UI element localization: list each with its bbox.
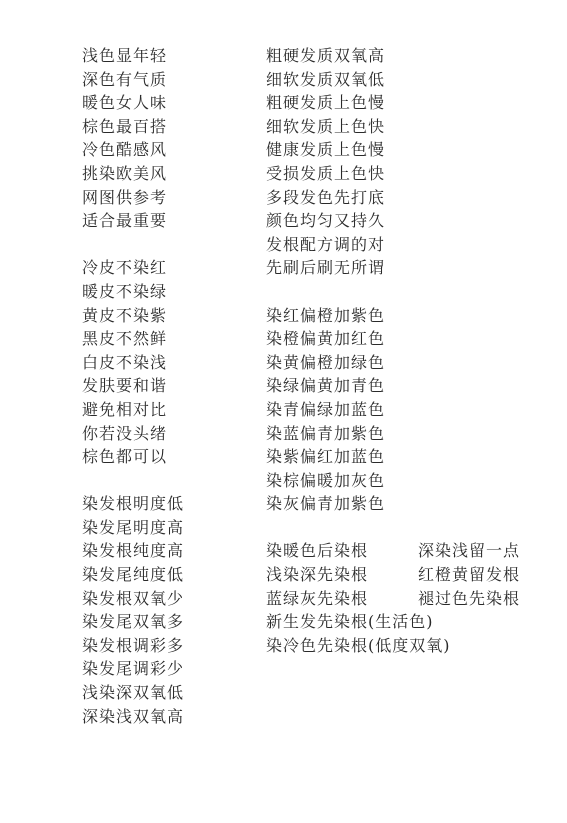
text-line: 红橙黄留发根 xyxy=(418,565,521,585)
text-line: 浅染深双氧低 xyxy=(82,683,185,703)
text-line: 避免相对比 xyxy=(82,399,168,419)
text-line: 挑染欧美风 xyxy=(82,163,168,183)
text-line: 先刷后刷无所谓 xyxy=(266,258,386,278)
text-line: 染发尾明度高 xyxy=(82,517,185,537)
spacer xyxy=(266,516,556,540)
text-line: 染青偏绿加蓝色 xyxy=(266,399,386,419)
text-line: 染发根双氧少 xyxy=(82,588,185,608)
text-line: 染灰偏青加紫色 xyxy=(266,494,386,514)
text-line: 发根配方调的对 xyxy=(266,234,386,254)
text-line: 粗硬发质双氧高 xyxy=(266,46,386,65)
text-line: 染发尾调彩少 xyxy=(82,659,185,679)
text-line: 适合最重要 xyxy=(82,211,168,231)
text-line: 细软发质双氧低 xyxy=(266,69,386,89)
spacer xyxy=(266,280,556,304)
text-line: 染暖色后染根 xyxy=(266,541,369,561)
text-line: 黄皮不染紫 xyxy=(82,305,168,325)
right-column xyxy=(266,44,556,657)
spacer xyxy=(82,469,232,493)
spacer xyxy=(82,233,232,257)
text-line: 浅色显年轻 xyxy=(82,46,168,65)
text-line: 健康发质上色慢 xyxy=(266,140,386,160)
text-line: 染发尾纯度低 xyxy=(82,565,185,585)
text-line: 网图供参考 xyxy=(82,187,168,207)
text-line: 浅染深先染根 xyxy=(266,565,369,585)
text-line: 染红偏橙加紫色 xyxy=(266,305,386,325)
text-line: 发肤要和谐 xyxy=(82,376,168,396)
text-line: 染棕偏暖加灰色 xyxy=(266,470,386,490)
text-line: 染发根纯度高 xyxy=(82,541,185,561)
text-line: 暖皮不染绿 xyxy=(82,281,168,301)
text-line: 褪过色先染根 xyxy=(418,588,521,608)
text-line: 染绿偏黄加青色 xyxy=(266,376,386,396)
text-line: 染橙偏黄加红色 xyxy=(266,329,386,349)
text-line: 白皮不染浅 xyxy=(82,352,168,372)
text-line: 染发根明度低 xyxy=(82,494,185,514)
text-line: 新生发先染根(生活色) xyxy=(266,612,434,632)
text-line: 棕色最百搭 xyxy=(82,116,168,136)
text-pair-row xyxy=(266,563,556,587)
text-line: 冷皮不染红 xyxy=(82,258,168,278)
text-line: 深色有气质 xyxy=(82,69,168,89)
text-line: 冷色酷感风 xyxy=(82,140,168,160)
text-line: 染冷色先染根(低度双氧) xyxy=(266,635,451,655)
text-line: 深染浅双氧高 xyxy=(82,706,185,726)
text-line: 棕色都可以 xyxy=(82,447,168,467)
text-line: 黑皮不然鲜 xyxy=(82,329,168,349)
text-pair-row xyxy=(266,587,556,611)
text-line: 你若没头绪 xyxy=(82,423,168,443)
text-line: 染黄偏橙加绿色 xyxy=(266,352,386,372)
text-line: 染紫偏红加蓝色 xyxy=(266,447,386,467)
text-line: 深染浅留一点 xyxy=(418,541,521,561)
text-line: 细软发质上色快 xyxy=(266,116,386,136)
text-line: 受损发质上色快 xyxy=(266,163,386,183)
text-line: 染蓝偏青加紫色 xyxy=(266,423,386,443)
text-line: 暖色女人味 xyxy=(82,93,168,113)
text-line: 粗硬发质上色慢 xyxy=(266,93,386,113)
left-column xyxy=(82,44,232,728)
text-line: 颜色均匀又持久 xyxy=(266,211,386,231)
text-line: 染发根调彩多 xyxy=(82,635,185,655)
text-pair-row xyxy=(266,539,556,563)
text-line: 染发尾双氧多 xyxy=(82,612,185,632)
text-line: 蓝绿灰先染根 xyxy=(266,588,369,608)
text-line: 多段发色先打底 xyxy=(266,187,386,207)
